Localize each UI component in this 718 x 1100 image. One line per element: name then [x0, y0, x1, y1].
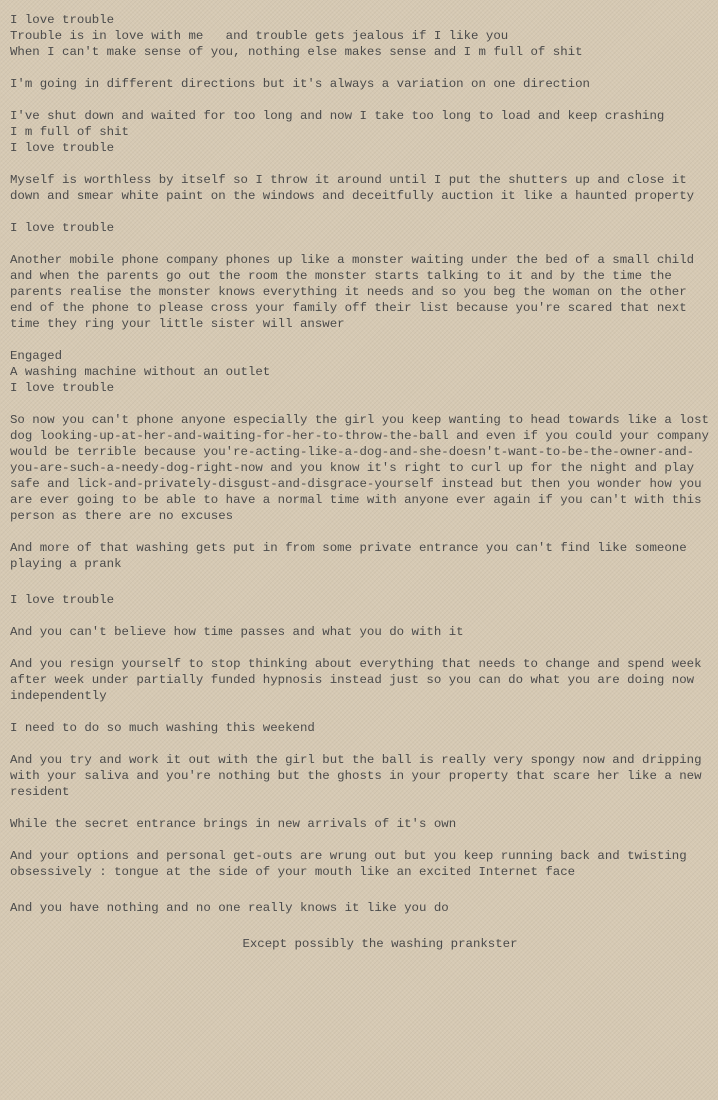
stanza-gap [10, 236, 712, 252]
poem-line: I love trouble [10, 593, 115, 607]
stanza-gap [10, 800, 712, 816]
poem-line: A washing machine without an outlet [10, 365, 271, 379]
poem-closing-line: Except possibly the washing prankster [242, 937, 518, 951]
stanza-gap [10, 92, 712, 108]
poem-paragraph: So now you can't phone anyone especially the girl you keep wanting to head towards like a lost dog looking-up-at-her-and-waiting-for-her-to-throw-the-ball and even if you could your company would be terrible because you're-acting-like-a-dog-and-she-doesn't-want-to-be-the-owner-and-you-are-such-a-needy-dog-right-now and you know it's right to curl up for the night and play safe and lick-and-privately-disgust-and-disgrace-yourself instead but then you wonder how you are ever going to be able to have a normal time with anyone ever again if you can't with this person as there are no excuses [10, 413, 709, 523]
poem-line: When I can't make sense of you, nothing else makes sense and I m full of shit [10, 45, 583, 59]
poem-paragraph: And more of that washing gets put in from some private entrance you can't find like someone playing a prank [10, 541, 687, 571]
stanza-gap [10, 704, 712, 720]
poem-paragraph: And you resign yourself to stop thinking about everything that needs to change and spend week after week under partially funded hypnosis instead just so you can do what you are doing now independently [10, 657, 702, 703]
poem-line: I love trouble [10, 381, 115, 395]
stanza-gap [10, 640, 712, 656]
poem-line: Engaged [10, 349, 63, 363]
poem-paragraph: And your options and personal get-outs are wrung out but you keep running back and twisting obsessively : tongue at the side of your mouth like an excited Internet face [10, 849, 687, 879]
stanza-gap [10, 524, 712, 540]
stanza-gap [10, 880, 712, 900]
stanza-gap [10, 60, 712, 76]
poem-line: Trouble is in love with me and trouble gets jealous if I like you [10, 29, 509, 43]
stanza-gap [10, 332, 712, 348]
poem-paragraph: Myself is worthless by itself so I throw it around until I put the shutters up and close it down and smear white paint on the windows and deceitfully auction it like a haunted property [10, 173, 695, 203]
poem-line: I love trouble [10, 221, 115, 235]
poem-line: And you have nothing and no one really knows it like you do [10, 901, 449, 915]
poem-paragraph: Another mobile phone company phones up like a monster waiting under the bed of a small child and when the parents go out the room the monster starts talking to it and by the time the parents realise the monster knows everything it needs and so you beg the woman on the other end of the phone to please cross your family off their list because you're scared that next time they ring your little sister will answer [10, 253, 695, 331]
poem-line: I've shut down and waited for too long and now I take too long to load and keep crashing [10, 109, 665, 123]
stanza-gap [10, 572, 712, 592]
stanza-gap [10, 608, 712, 624]
poem-line: While the secret entrance brings in new arrivals of it's own [10, 817, 457, 831]
poem-line: And you can't believe how time passes and what you do with it [10, 625, 464, 639]
poem-line: I'm going in different directions but it's always a variation on one direction [10, 77, 590, 91]
poem-line: I m full of shit [10, 125, 129, 139]
stanza-gap [10, 736, 712, 752]
poem-line: I need to do so much washing this weekend [10, 721, 315, 735]
stanza-gap [10, 396, 712, 412]
stanza-gap [10, 916, 712, 936]
poem-line: I love trouble [10, 13, 115, 27]
stanza-gap [10, 156, 712, 172]
stanza-gap [10, 832, 712, 848]
poem-line: I love trouble [10, 141, 115, 155]
poem-paragraph: And you try and work it out with the girl but the ball is really very spongy now and dripping with your saliva and you're nothing but the ghosts in your property that scare her like a new resident [10, 753, 702, 799]
stanza-gap [10, 204, 712, 220]
